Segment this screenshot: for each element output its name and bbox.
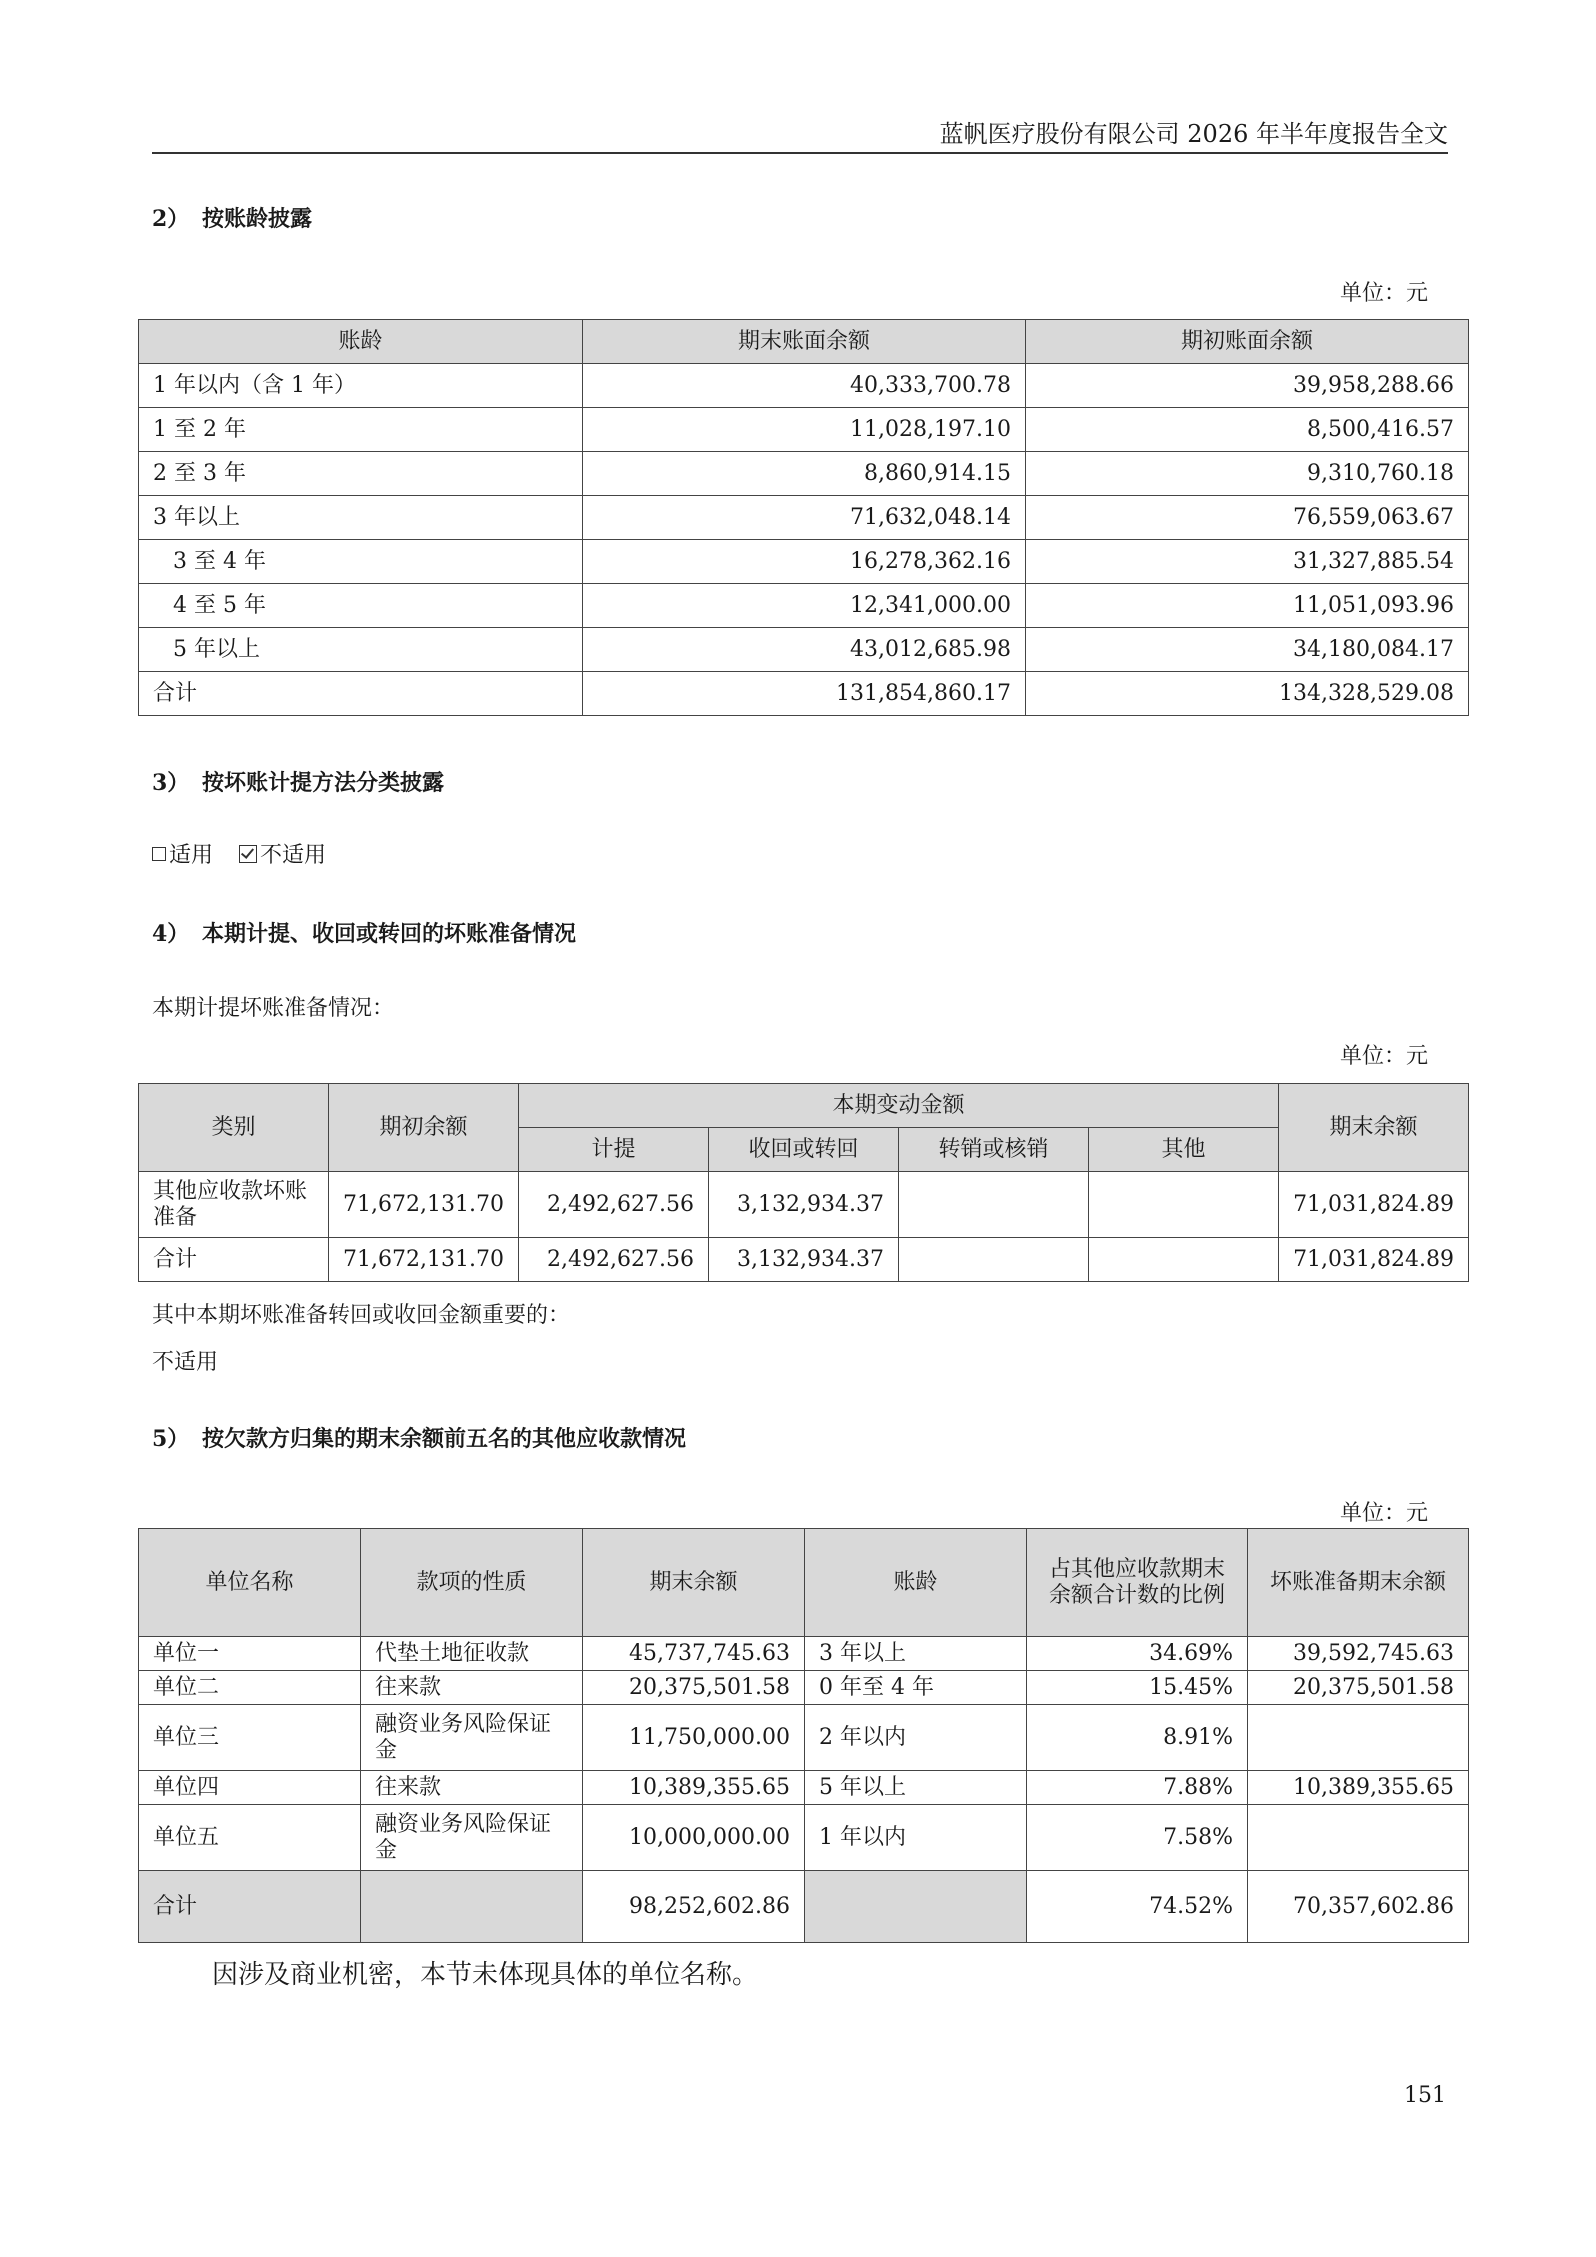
receivable-ratio: 74.52% bbox=[1027, 1871, 1248, 1943]
bad-debt-provision-table bbox=[138, 1083, 1469, 1282]
provision-begin-value: 71,672,131.70 bbox=[329, 1172, 519, 1238]
table-row bbox=[139, 1637, 1469, 1671]
receivables-header-row bbox=[139, 1529, 1469, 1637]
receivable-provision bbox=[1248, 1705, 1469, 1771]
aging-header-end-balance: 期末账面余额 bbox=[583, 320, 1026, 364]
receivable-balance: 45,737,745.63 bbox=[583, 1637, 805, 1671]
aging-label: 2 至 3 年 bbox=[139, 452, 583, 496]
aging-end-value: 43,012,685.98 bbox=[583, 628, 1026, 672]
section-2-number: 2） bbox=[152, 206, 190, 232]
provision-accrued-value: 2,492,627.56 bbox=[519, 1238, 709, 1282]
receivable-age: 2 年以内 bbox=[805, 1705, 1027, 1771]
header-rule bbox=[152, 152, 1448, 154]
receivables-header-age: 账龄 bbox=[805, 1529, 1027, 1637]
option-applicable-label: 适用 bbox=[169, 843, 214, 868]
aging-table bbox=[138, 319, 1469, 716]
table-row bbox=[139, 1671, 1469, 1705]
aging-label: 合计 bbox=[139, 672, 583, 716]
provision-category: 合计 bbox=[139, 1238, 329, 1282]
aging-total-row bbox=[139, 672, 1469, 716]
receivable-name: 单位四 bbox=[139, 1771, 361, 1805]
receivable-balance: 10,389,355.65 bbox=[583, 1771, 805, 1805]
aging-begin-value: 76,559,063.67 bbox=[1026, 496, 1469, 540]
provision-written-off-value bbox=[899, 1172, 1089, 1238]
section-4-heading bbox=[152, 917, 576, 948]
table-row bbox=[139, 496, 1469, 540]
receivable-nature bbox=[361, 1871, 583, 1943]
provision-end-value: 71,031,824.89 bbox=[1279, 1172, 1469, 1238]
aging-begin-value: 39,958,288.66 bbox=[1026, 364, 1469, 408]
provision-header-recovered: 收回或转回 bbox=[709, 1128, 899, 1172]
receivable-provision: 20,375,501.58 bbox=[1248, 1671, 1469, 1705]
aging-label: 4 至 5 年 bbox=[139, 584, 583, 628]
receivable-name: 单位三 bbox=[139, 1705, 361, 1771]
page-number: 151 bbox=[1404, 2083, 1446, 2108]
aging-label: 5 年以上 bbox=[139, 628, 583, 672]
provision-category: 其他应收款坏账准备 bbox=[139, 1172, 329, 1238]
applicability-options bbox=[152, 838, 326, 869]
aging-label: 3 至 4 年 bbox=[139, 540, 583, 584]
section-3-title: 按坏账计提方法分类披露 bbox=[202, 770, 445, 796]
receivable-provision bbox=[1248, 1805, 1469, 1871]
provision-header-other: 其他 bbox=[1089, 1128, 1279, 1172]
section-3-number: 3） bbox=[152, 770, 190, 796]
section-5-number: 5） bbox=[152, 1426, 190, 1452]
receivables-total-row bbox=[139, 1871, 1469, 1943]
section-4-intro: 本期计提坏账准备情况： bbox=[152, 996, 395, 1021]
aging-end-value: 16,278,362.16 bbox=[583, 540, 1026, 584]
aging-label: 1 至 2 年 bbox=[139, 408, 583, 452]
provision-other-value bbox=[1089, 1238, 1279, 1282]
table-row bbox=[139, 1771, 1469, 1805]
aging-begin-value: 31,327,885.54 bbox=[1026, 540, 1469, 584]
provision-recovered-value: 3,132,934.37 bbox=[709, 1238, 899, 1282]
receivable-nature: 融资业务风险保证金 bbox=[361, 1805, 583, 1871]
receivable-balance: 98,252,602.86 bbox=[583, 1871, 805, 1943]
provision-recovered-value: 3,132,934.37 bbox=[709, 1172, 899, 1238]
provision-header-written-off: 转销或核销 bbox=[899, 1128, 1089, 1172]
checked-box-icon bbox=[239, 845, 257, 863]
receivable-age: 0 年至 4 年 bbox=[805, 1671, 1027, 1705]
receivables-header-name: 单位名称 bbox=[139, 1529, 361, 1637]
receivable-name: 合计 bbox=[139, 1871, 361, 1943]
receivable-name: 单位二 bbox=[139, 1671, 361, 1705]
aging-begin-value: 9,310,760.18 bbox=[1026, 452, 1469, 496]
provision-header-end: 期末余额 bbox=[1279, 1084, 1469, 1172]
section-3-heading bbox=[152, 766, 444, 797]
table-row bbox=[139, 628, 1469, 672]
receivable-ratio: 7.88% bbox=[1027, 1771, 1248, 1805]
receivable-balance: 10,000,000.00 bbox=[583, 1805, 805, 1871]
provision-begin-value: 71,672,131.70 bbox=[329, 1238, 519, 1282]
aging-label: 3 年以上 bbox=[139, 496, 583, 540]
section-2-heading bbox=[152, 202, 312, 233]
aging-end-value: 71,632,048.14 bbox=[583, 496, 1026, 540]
section-2-unit: 单位：元 bbox=[1339, 281, 1428, 306]
aging-label: 1 年以内（含 1 年） bbox=[139, 364, 583, 408]
receivable-name: 单位五 bbox=[139, 1805, 361, 1871]
provision-written-off-value bbox=[899, 1238, 1089, 1282]
table-row bbox=[139, 1705, 1469, 1771]
receivable-ratio: 7.58% bbox=[1027, 1805, 1248, 1871]
aging-table-header-row bbox=[139, 320, 1469, 364]
receivable-provision: 39,592,745.63 bbox=[1248, 1637, 1469, 1671]
receivable-ratio: 8.91% bbox=[1027, 1705, 1248, 1771]
provision-other-value bbox=[1089, 1172, 1279, 1238]
receivable-balance: 11,750,000.00 bbox=[583, 1705, 805, 1771]
unchecked-box-icon bbox=[152, 847, 166, 861]
receivable-provision: 10,389,355.65 bbox=[1248, 1771, 1469, 1805]
confidentiality-note: 因涉及商业机密，本节未体现具体的单位名称。 bbox=[212, 1960, 759, 1990]
aging-begin-value: 8,500,416.57 bbox=[1026, 408, 1469, 452]
aging-header-begin-balance: 期初账面余额 bbox=[1026, 320, 1469, 364]
receivables-header-balance: 期末余额 bbox=[583, 1529, 805, 1637]
section-4-title: 本期计提、收回或转回的坏账准备情况 bbox=[202, 921, 577, 947]
receivable-age bbox=[805, 1871, 1027, 1943]
receivable-nature: 往来款 bbox=[361, 1671, 583, 1705]
table-row bbox=[139, 452, 1469, 496]
provision-header-row-1 bbox=[139, 1084, 1469, 1128]
provision-header-begin: 期初余额 bbox=[329, 1084, 519, 1172]
receivable-age: 1 年以内 bbox=[805, 1805, 1027, 1871]
provision-accrued-value: 2,492,627.56 bbox=[519, 1172, 709, 1238]
aging-end-value: 12,341,000.00 bbox=[583, 584, 1026, 628]
section-5-title: 按欠款方归集的期末余额前五名的其他应收款情况 bbox=[202, 1426, 687, 1452]
section-4-note-label: 其中本期坏账准备转回或收回金额重要的： bbox=[152, 1303, 571, 1328]
receivable-nature: 代垫土地征收款 bbox=[361, 1637, 583, 1671]
receivables-header-provision: 坏账准备期末余额 bbox=[1248, 1529, 1469, 1637]
receivables-header-ratio: 占其他应收款期末余额合计数的比例 bbox=[1027, 1529, 1248, 1637]
table-row bbox=[139, 540, 1469, 584]
provision-header-category: 类别 bbox=[139, 1084, 329, 1172]
aging-begin-value: 134,328,529.08 bbox=[1026, 672, 1469, 716]
receivable-name: 单位一 bbox=[139, 1637, 361, 1671]
receivable-age: 5 年以上 bbox=[805, 1771, 1027, 1805]
provision-total-row bbox=[139, 1238, 1469, 1282]
receivable-balance: 20,375,501.58 bbox=[583, 1671, 805, 1705]
table-row bbox=[139, 1172, 1469, 1238]
provision-header-accrued: 计提 bbox=[519, 1128, 709, 1172]
aging-header-age: 账龄 bbox=[139, 320, 583, 364]
top-five-receivables-table bbox=[138, 1528, 1469, 1943]
receivable-nature: 往来款 bbox=[361, 1771, 583, 1805]
provision-end-value: 71,031,824.89 bbox=[1279, 1238, 1469, 1282]
section-4-note-value: 不适用 bbox=[152, 1350, 219, 1375]
section-2-title: 按账龄披露 bbox=[202, 206, 313, 232]
aging-begin-value: 11,051,093.96 bbox=[1026, 584, 1469, 628]
aging-end-value: 131,854,860.17 bbox=[583, 672, 1026, 716]
provision-header-change-group: 本期变动金额 bbox=[519, 1084, 1279, 1128]
section-4-unit: 单位：元 bbox=[1339, 1044, 1428, 1069]
aging-end-value: 8,860,914.15 bbox=[583, 452, 1026, 496]
table-row bbox=[139, 408, 1469, 452]
section-5-unit: 单位：元 bbox=[1339, 1501, 1428, 1526]
aging-begin-value: 34,180,084.17 bbox=[1026, 628, 1469, 672]
receivable-ratio: 34.69% bbox=[1027, 1637, 1248, 1671]
aging-end-value: 40,333,700.78 bbox=[583, 364, 1026, 408]
table-row bbox=[139, 1805, 1469, 1871]
receivable-provision: 70,357,602.86 bbox=[1248, 1871, 1469, 1943]
receivables-header-nature: 款项的性质 bbox=[361, 1529, 583, 1637]
section-5-heading bbox=[152, 1422, 686, 1453]
receivable-nature: 融资业务风险保证金 bbox=[361, 1705, 583, 1771]
section-4-number: 4） bbox=[152, 921, 190, 947]
table-row bbox=[139, 584, 1469, 628]
document-header-title: 蓝帆医疗股份有限公司 2026 年半年度报告全文 bbox=[939, 120, 1448, 148]
table-row bbox=[139, 364, 1469, 408]
receivable-age: 3 年以上 bbox=[805, 1637, 1027, 1671]
receivable-ratio: 15.45% bbox=[1027, 1671, 1248, 1705]
option-not-applicable-label: 不适用 bbox=[260, 843, 327, 868]
aging-end-value: 11,028,197.10 bbox=[583, 408, 1026, 452]
